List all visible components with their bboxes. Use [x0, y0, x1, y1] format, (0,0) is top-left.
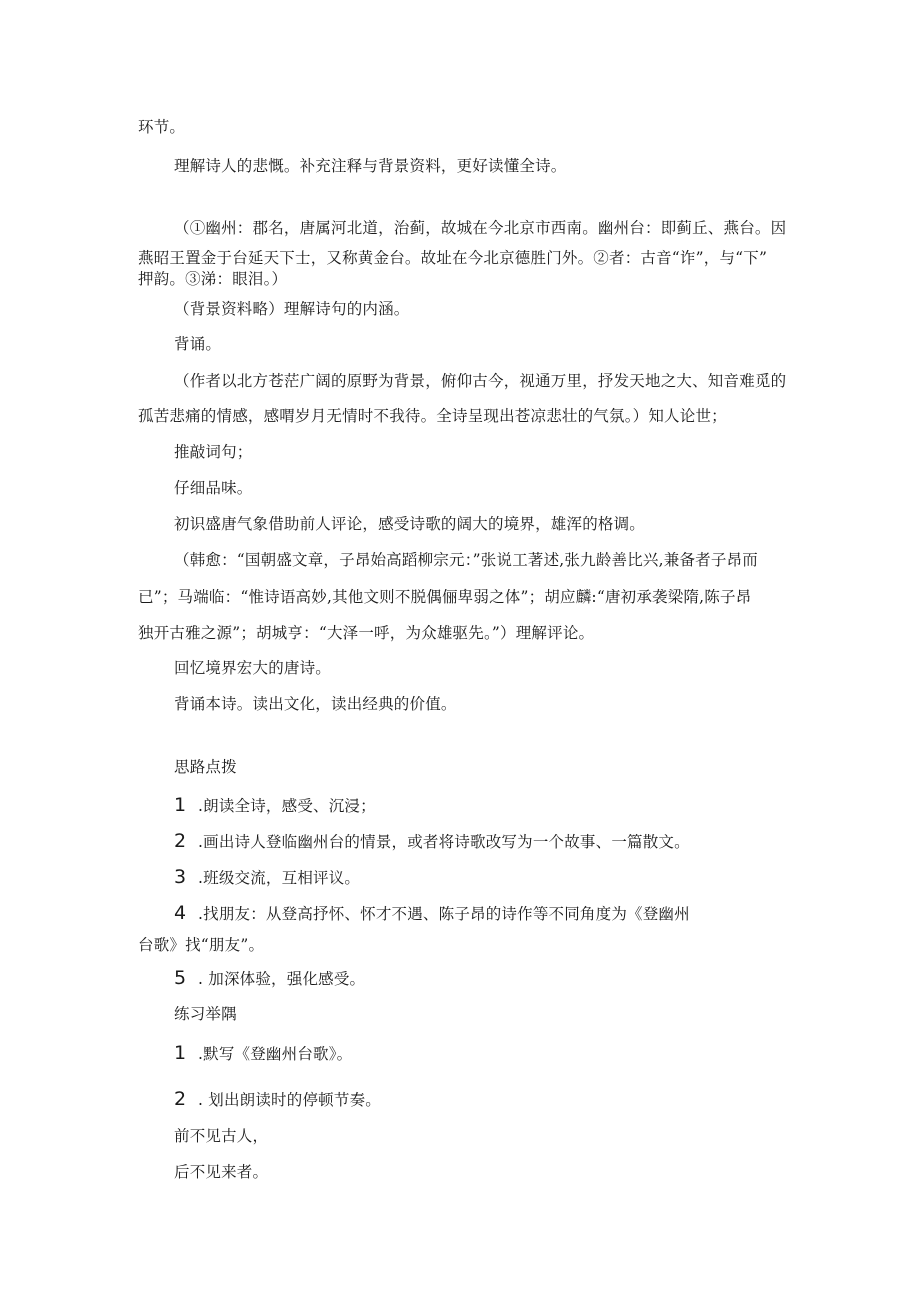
section-title-exercise: 练习举隅: [174, 1005, 237, 1023]
text-line-recall: 回忆境界宏大的唐诗。: [174, 659, 332, 677]
poem-line: 前不见古人，: [174, 1127, 269, 1145]
list-item-text: . 划出朗读时的停顿节奏。: [198, 1091, 381, 1109]
list-item: [174, 1089, 381, 1110]
text-line-background: （背景资料略）理解诗句的内涵。: [174, 300, 410, 318]
text-line-review-2: 已”；马端临：“惟诗语高妙,其他文则不脱偶俪卑弱之体”；胡应麟:“唐初承袭梁隋,陈子昂: [138, 588, 752, 606]
list-item-text: .画出诗人登临幽州台的情景，或者将诗歌改写为一个故事、一篇散文。: [198, 833, 690, 851]
list-item-continuation: 台歌》找“朋友”。: [138, 936, 265, 954]
list-item-text: . 加深体验，强化感受。: [198, 970, 366, 988]
list-number: 3: [174, 866, 187, 888]
text-line-annotation-3: 押韵。③涕：眼泪。）: [138, 270, 288, 288]
list-number: 5: [174, 967, 187, 989]
list-item-text: .班级交流，互相评议。: [198, 869, 361, 887]
text-line-author-2: 孤苦悲痛的情感，感喟岁月无情时不我待。全诗呈现出苍凉悲壮的气氛。）知人论世；: [138, 407, 727, 425]
text-line-refine-words: 推敲词句；: [174, 443, 253, 461]
list-number: 2: [174, 830, 187, 852]
text-line-tang-style: 初识盛唐气象借助前人评论，感受诗歌的阔大的境界，雄浑的格调。: [174, 515, 646, 533]
text-line-annotation-2: 燕昭王置金于台延天下士，又称黄金台。故址在今北京德胜门外。②者：古音“诈”，与“下”: [138, 249, 768, 267]
text-line-savor: 仔细品味。: [174, 479, 253, 497]
list-item-text: .朗读全诗，感受、沉浸；: [198, 797, 376, 815]
list-item: [174, 867, 360, 888]
text-line-understand-emotion: 理解诗人的悲慨。补充注释与背景资料，更好读懂全诗。: [174, 157, 567, 175]
text-line-recite-value: 背诵本诗。读出文化，读出经典的价值。: [174, 695, 457, 713]
list-item-text: .找朋友：从登高抒怀、怀才不遇、陈子昂的诗作等不同角度为《登幽州: [198, 905, 690, 923]
list-number: 1: [174, 1042, 187, 1064]
list-number: 4: [174, 902, 187, 924]
list-item: [174, 903, 690, 924]
text-line-author-1: （作者以北方苍茫广阔的原野为背景，俯仰古今，视通万里，抒发天地之大、知音难觅的: [174, 372, 787, 390]
list-item: [174, 831, 690, 852]
text-line-review-1: （韩愈：“国朝盛文章，子昂始高蹈柳宗元：”张说工著述,张九龄善比兴,兼备者子昂而: [174, 551, 758, 569]
list-item: [174, 968, 365, 989]
list-number: 2: [174, 1088, 187, 1110]
text-line-review-3: 独开古雅之源”；胡城亨：“大泽一呼，为众雄驱先。”）理解评论。: [138, 624, 595, 642]
section-title-approach: 思路点拨: [174, 758, 237, 776]
list-item-text: .默写《登幽州台歌》。: [198, 1045, 353, 1063]
poem-line: 后不见来者。: [174, 1163, 269, 1181]
text-line-continuation: 环节。: [138, 118, 186, 136]
list-item: [174, 795, 376, 816]
list-item: [174, 1043, 352, 1064]
text-line-recite: 背诵。: [174, 335, 222, 353]
text-line-annotation-1: （①幽州：郡名，唐属河北道，治蓟，故城在今北京市西南。幽州台：即蓟丘、燕台。因: [174, 219, 787, 237]
list-number: 1: [174, 794, 187, 816]
